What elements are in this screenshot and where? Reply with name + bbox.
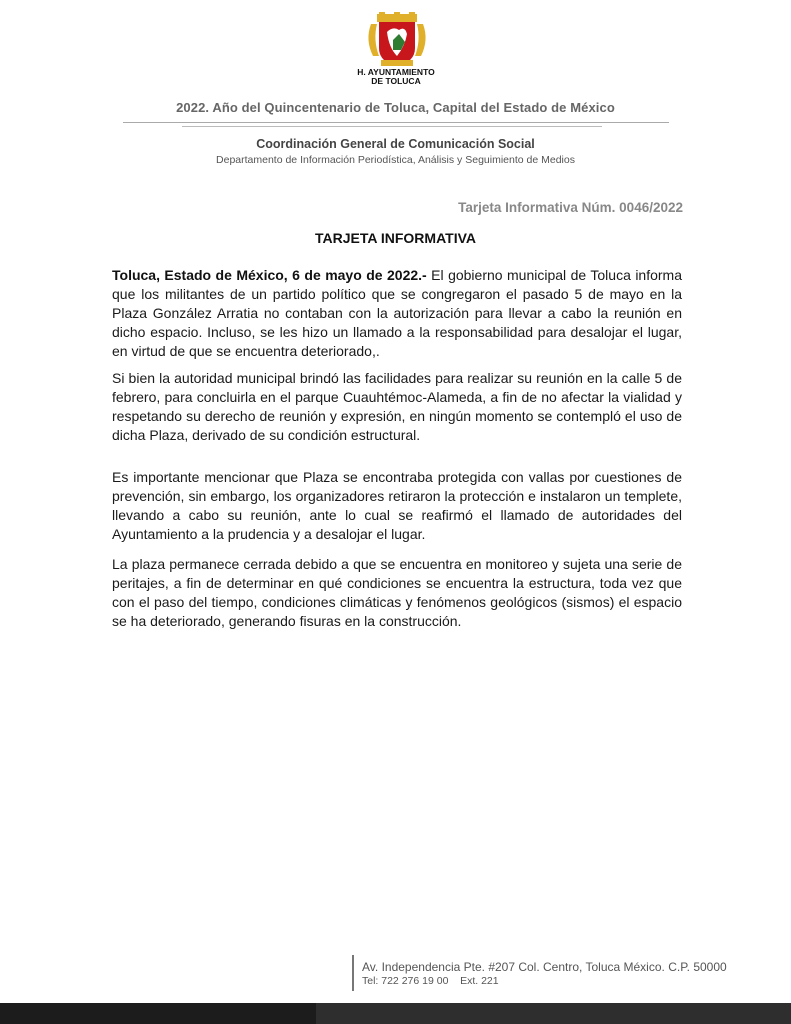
org-name-line2: DE TOLUCA bbox=[371, 76, 421, 86]
coordination-title: Coordinación General de Comunicación Social bbox=[256, 137, 535, 151]
footer-band-dark bbox=[0, 1003, 316, 1024]
department-title: Departamento de Información Periodística, Análisis y Seguimiento de Medios bbox=[216, 154, 575, 166]
footer-divider bbox=[352, 955, 354, 991]
year-motto: 2022. Año del Quincentenario de Toluca, Capital del Estado de México bbox=[176, 100, 615, 115]
dateline: Toluca, Estado de México, 6 de mayo de 2022.- bbox=[112, 267, 427, 283]
paragraph-1-body: El gobierno municipal de Toluca informa que los militantes de un partido político que se congregaron el pasado 5 de mayo en la Plaza González Arratia no contaban con la autorización para llevar a cabo la reunión en dicho espacio. Incluso, se les hizo un llamado a la responsabilidad para desalojar el lugar, en virtud de que se encuentra deteriorado,. bbox=[112, 267, 682, 359]
footer-address: Av. Independencia Pte. #207 Col. Centro, Toluca México. C.P. 50000 bbox=[362, 960, 727, 974]
paragraph-1 bbox=[112, 266, 682, 361]
coat-of-arms-graphic bbox=[365, 12, 429, 70]
card-number: Tarjeta Informativa Núm. 0046/2022 bbox=[458, 200, 683, 215]
organization-name bbox=[340, 68, 452, 86]
paragraph-2: Si bien la autoridad municipal brindó las facilidades para realizar su reunión en la calle 5 de febrero, para concluirla en el parque Cuauhtémoc-Alameda, a fin de no afectar la vialidad y respetando su derecho de reunión y expresión, en ningún momento se contempló el uso de dicha Plaza, derivado de su condición estructural. bbox=[112, 370, 682, 443]
paragraph-4: La plaza permanece cerrada debido a que se encuentra en monitoreo y sujeta una serie de peritajes, a fin de determinar en qué condiciones se encuentra la estructura, toda vez que con el paso del tiempo, condiciones climáticas y fenómenos geológicos (sismos) el espacio se ha deteriorado, generando fisuras en la construcción. bbox=[112, 556, 682, 629]
toluca-coat-of-arms-icon bbox=[365, 12, 429, 70]
document-title: TARJETA INFORMATIVA bbox=[315, 230, 476, 246]
footer-phone: Tel: 722 276 19 00 Ext. 221 bbox=[362, 975, 499, 987]
org-name-line1: H. AYUNTAMIENTO bbox=[357, 67, 435, 77]
header-divider-secondary bbox=[182, 126, 602, 127]
header-divider bbox=[123, 122, 669, 123]
paragraph-3: Es importante mencionar que Plaza se encontraba protegida con vallas por cuestiones de prevención, sin embargo, los organizadores retiraron la protección e instalaron un templete, llevando a cabo su reunión, ante lo cual se reafirmó el llamado de autoridades del Ayuntamiento a la prudencia y a desalojar el lugar. bbox=[112, 469, 682, 542]
